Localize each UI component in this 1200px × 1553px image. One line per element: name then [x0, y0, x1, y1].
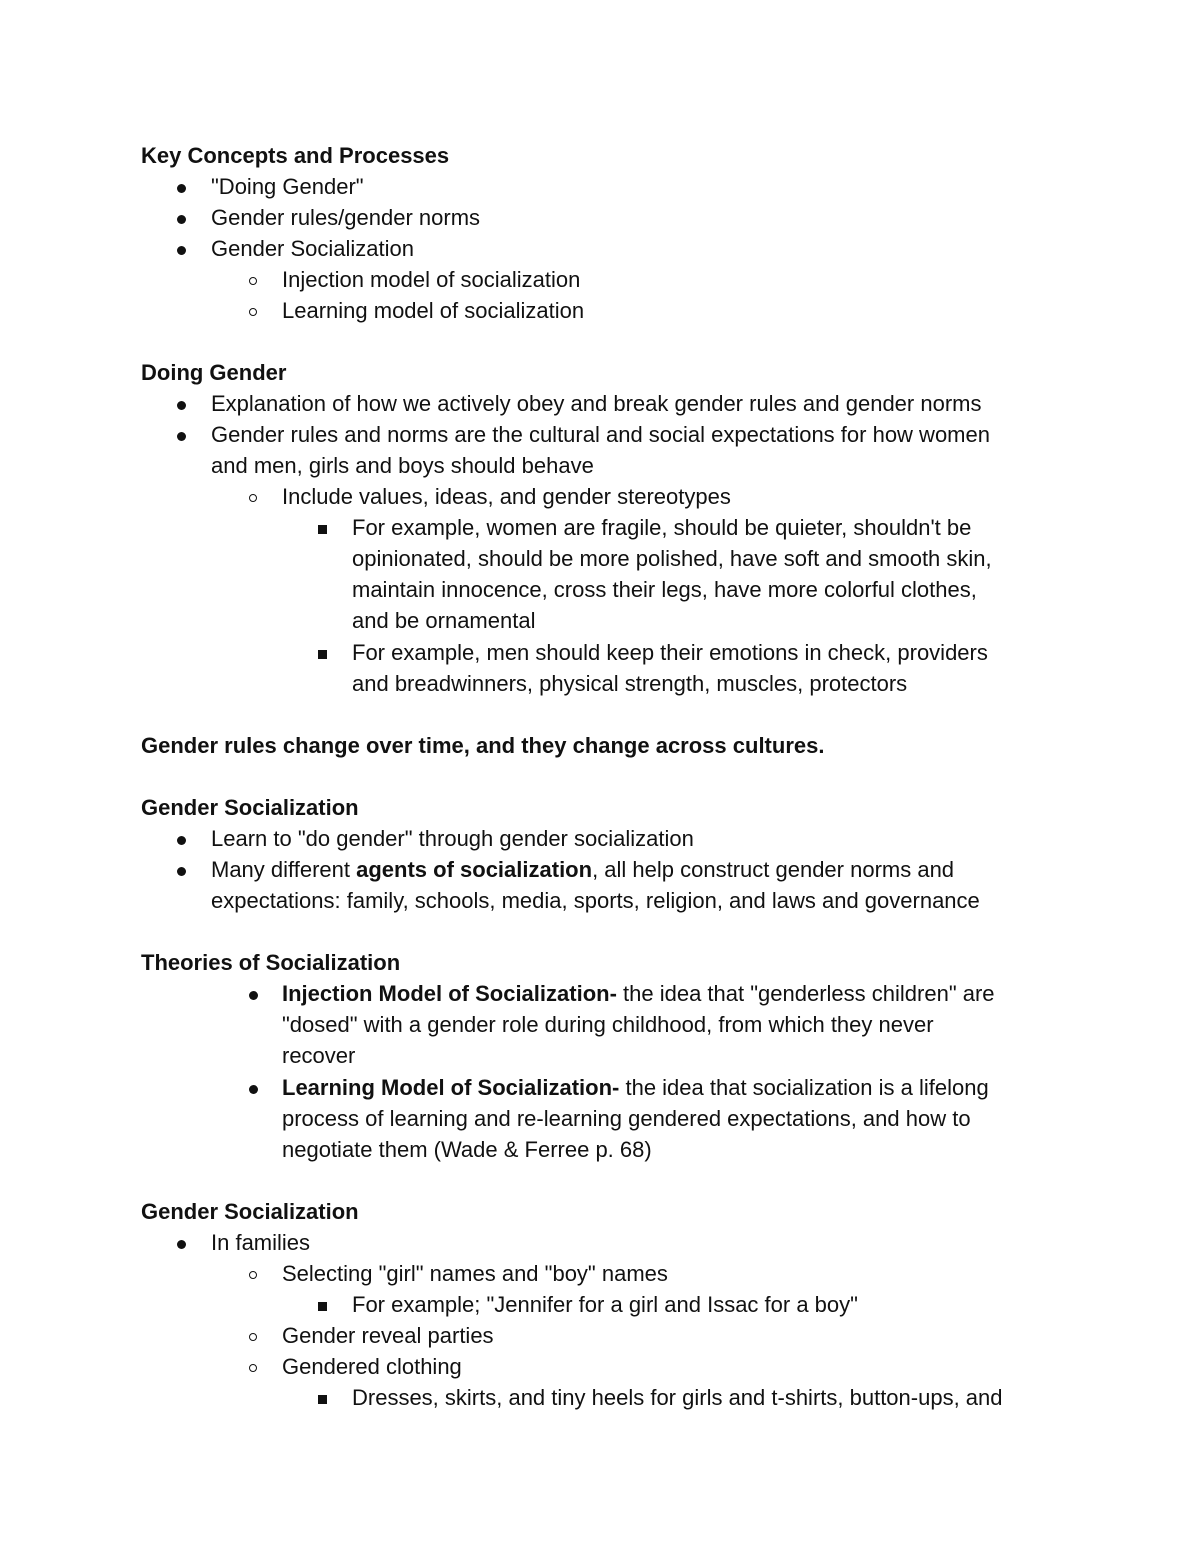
section-heading: Theories of Socialization	[141, 950, 401, 975]
bullet-circle	[249, 481, 269, 512]
bullet-disc	[177, 388, 197, 419]
bold-term: agents of socialization	[356, 857, 593, 882]
list-item-continuation: process of learning and re-learning gendered expectations, and how to	[282, 1106, 971, 1131]
list-item-continuation: maintain innocence, cross their legs, have more colorful clothes,	[352, 577, 977, 602]
list-item-continuation: and men, girls and boys should behave	[211, 453, 594, 478]
list-item: Include values, ideas, and gender stereotypes	[282, 484, 731, 509]
list-item: Injection model of socialization	[282, 267, 581, 292]
list-item-continuation: opinionated, should be more polished, have soft and smooth skin,	[352, 546, 992, 571]
list-item: "Doing Gender"	[211, 174, 364, 199]
list-item: For example; "Jennifer for a girl and Issac for a boy"	[352, 1292, 858, 1317]
list-item: Selecting "girl" names and "boy" names	[282, 1261, 668, 1286]
list-item-continuation: recover	[282, 1043, 356, 1068]
list-item: For example, men should keep their emotions in check, providers	[352, 640, 988, 665]
list-item: Gendered clothing	[282, 1354, 462, 1379]
bullet-circle	[249, 295, 269, 326]
bullet-disc	[177, 171, 197, 202]
section-heading: Key Concepts and Processes	[141, 143, 450, 168]
list-item: Gender reveal parties	[282, 1323, 494, 1348]
list-item: Explanation of how we actively obey and break gender rules and gender norms	[211, 391, 982, 416]
list-item: Gender Socialization	[211, 236, 415, 261]
list-item: In families	[211, 1230, 311, 1255]
list-item: Gender rules/gender norms	[211, 205, 481, 230]
list-item	[282, 1072, 989, 1103]
key-statement: Gender rules change over time, and they change across cultures.	[141, 733, 825, 758]
list-item: Learning model of socialization	[282, 298, 585, 323]
bullet-disc	[249, 978, 269, 1009]
bold-term: Injection Model of Socialization-	[282, 981, 617, 1006]
text-run: the idea that socialization is a lifelong	[619, 1075, 989, 1100]
bullet-disc	[177, 202, 197, 233]
list-item: Gender rules and norms are the cultural and social expectations for how women	[211, 422, 990, 447]
section-heading: Doing Gender	[141, 360, 287, 385]
bullet-circle	[249, 1258, 269, 1289]
list-item-continuation: and be ornamental	[352, 608, 536, 633]
list-item-continuation: expectations: family, schools, media, sports, religion, and laws and governance	[211, 888, 980, 913]
section-heading: Gender Socialization	[141, 795, 359, 820]
list-item	[211, 854, 954, 885]
list-item-continuation: and breadwinners, physical strength, muscles, protectors	[352, 671, 908, 696]
section-heading: Gender Socialization	[141, 1199, 359, 1224]
bullet-disc	[177, 233, 197, 264]
text-run: , all help construct gender norms and	[592, 857, 955, 882]
list-item: For example, women are fragile, should be quieter, shouldn't be	[352, 515, 972, 540]
bullet-square	[318, 1289, 338, 1320]
bullet-square	[318, 1382, 338, 1413]
bullet-square	[318, 512, 338, 543]
list-item: Dresses, skirts, and tiny heels for girls and t-shirts, button-ups, and	[352, 1385, 1003, 1410]
list-item: Learn to "do gender" through gender socialization	[211, 826, 694, 851]
bullet-disc	[177, 823, 197, 854]
bullet-disc	[249, 1072, 269, 1103]
bullet-circle	[249, 1351, 269, 1382]
list-item	[282, 978, 995, 1009]
bullet-disc	[177, 419, 197, 450]
list-item-continuation: negotiate them (Wade & Ferree p. 68)	[282, 1137, 652, 1162]
text-run: the idea that "genderless children" are	[616, 981, 995, 1006]
bullet-square	[318, 637, 338, 668]
bullet-disc	[177, 854, 197, 885]
bullet-circle	[249, 1320, 269, 1351]
bullet-disc	[177, 1227, 197, 1258]
bullet-circle	[249, 264, 269, 295]
bold-term: Learning Model of Socialization-	[282, 1075, 620, 1100]
text-run: Many different	[211, 857, 357, 882]
list-item-continuation: "dosed" with a gender role during childhood, from which they never	[282, 1012, 934, 1037]
